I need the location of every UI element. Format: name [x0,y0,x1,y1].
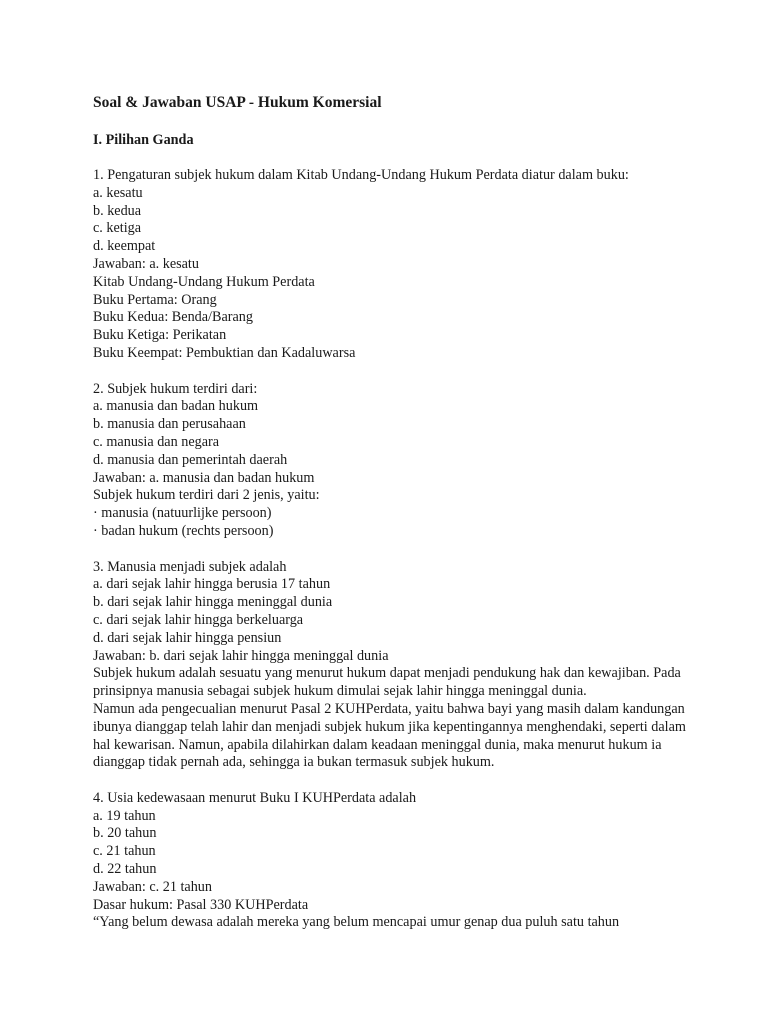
question-text: 2. Subjek hukum terdiri dari: [93,380,258,397]
option-c: c. 21 tahun [93,843,156,860]
bullet-item: · manusia (natuurlijke persoon) [93,505,703,523]
question-text: 1. Pengaturan subjek hukum dalam Kitab Undang-Undang Hukum Perdata diatur dalam buku: [93,167,629,183]
answer: Jawaban: a. kesatu [93,255,199,272]
explanation-line: “Yang belum dewasa adalah mereka yang belum mencapai umur genap dua puluh satu tahun [93,914,620,931]
explanation-paragraph: Namun ada pengecualian menurut Pasal 2 KUHPerdata, yaitu bahwa bayi yang masih dalam kandungan ibunya dianggap telah lahir dan menjadi subjek hukum jika kepentingannya menghendaki, seperti dalam hal kewarisan. Namun, apabila dilahirkan dalam keadaan meninggal dunia, maka menurut hukum ia dianggap tidak pernah ada, sehingga ia bukan termasuk subjek hukum. [93,700,686,771]
option-d: d. 22 tahun [93,861,157,878]
option-b: b. manusia dan perusahaan [93,416,246,433]
option-b: b. 20 tahun [93,825,157,842]
option-d: d. dari sejak lahir hingga pensiun [93,629,282,646]
option-d: d. manusia dan pemerintah daerah [93,451,288,468]
explanation-paragraph: Subjek hukum adalah sesuatu yang menurut hukum dapat menjadi pendukung hak dan kewajiban. Pada prinsipnya manusia sebagai subjek hukum dimulai sejak lahir hingga meninggal dunia. [93,665,681,700]
question-text: 3. Manusia menjadi subjek adalah [93,558,287,575]
option-b: b. dari sejak lahir hingga meninggal dunia [93,594,333,611]
question-text: 4. Usia kedewasaan menurut Buku I KUHPerdata adalah [93,789,417,806]
explanation-line: Buku Pertama: Orang [93,291,217,308]
option-b: b. kedua [93,202,142,219]
option-c: c. dari sejak lahir hingga berkeluarga [93,611,304,628]
question-3 [93,559,703,773]
question-4 [93,790,703,932]
question-1 [93,167,703,363]
bullet-item: · badan hukum (rechts persoon) [93,523,703,541]
option-a: a. 19 tahun [93,807,156,824]
option-c: c. ketiga [93,220,142,237]
option-c: c. manusia dan negara [93,433,220,450]
document-title: Soal & Jawaban USAP - Hukum Komersial [93,94,382,111]
answer: Jawaban: b. dari sejak lahir hingga meninggal dunia [93,647,389,664]
explanation-line: Dasar hukum: Pasal 330 KUHPerdata [93,896,309,913]
question-2 [93,381,703,541]
document-content [93,93,703,950]
explanation-line: Kitab Undang-Undang Hukum Perdata [93,273,315,290]
option-a: a. dari sejak lahir hingga berusia 17 tahun [93,576,331,593]
explanation-line: Subjek hukum terdiri dari 2 jenis, yaitu: [93,487,320,504]
section-title: I. Pilihan Ganda [93,132,194,148]
explanation-line: Buku Kedua: Benda/Barang [93,309,253,326]
explanation-line: Buku Keempat: Pembuktian dan Kadaluwarsa [93,344,356,361]
option-a: a. kesatu [93,184,143,201]
answer: Jawaban: a. manusia dan badan hukum [93,469,315,486]
explanation-line: Buku Ketiga: Perikatan [93,327,227,344]
option-d: d. keempat [93,238,156,255]
answer: Jawaban: c. 21 tahun [93,878,212,895]
option-a: a. manusia dan badan hukum [93,398,259,415]
